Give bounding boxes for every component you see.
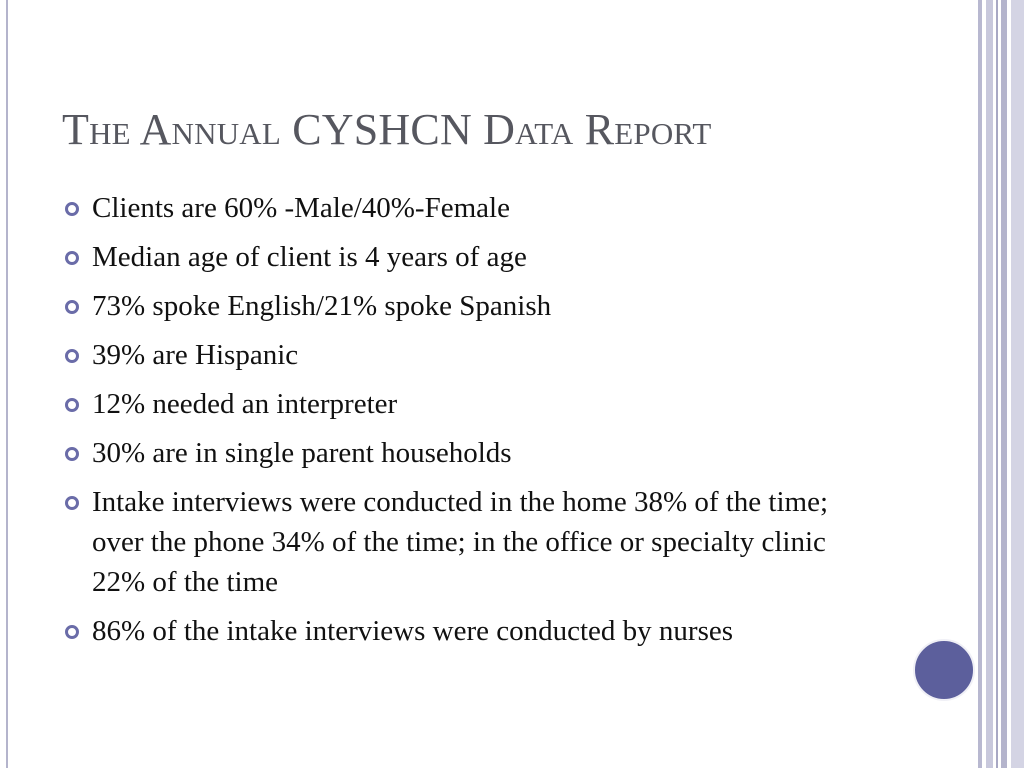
decorative-stripe [978, 0, 982, 768]
decorative-stripe [1001, 0, 1007, 768]
bullet-item [62, 384, 882, 424]
bullet-text: Median age of client is 4 years of age [92, 241, 527, 273]
decorative-stripe [986, 0, 993, 768]
bullet-ring-icon [65, 398, 79, 412]
bullet-ring-icon [65, 496, 79, 510]
left-border-line [6, 0, 8, 768]
bullet-text: Intake interviews were conducted in the home 38% of the time; over the phone 34% of the time; in the office or specialty clinic 22% of the time [92, 486, 829, 598]
bullet-text: 39% are Hispanic [92, 339, 299, 371]
decorative-stripe [996, 0, 998, 768]
bullet-text: Clients are 60% -Male/40%-Female [92, 192, 510, 224]
bullet-ring-icon [65, 202, 79, 216]
bullet-item [62, 433, 882, 473]
bullet-item [62, 482, 882, 602]
bullet-ring-icon [65, 447, 79, 461]
bullet-item [62, 611, 882, 651]
bullet-text: 30% are in single parent households [92, 437, 512, 469]
bullet-text: 73% spoke English/21% spoke Spanish [92, 290, 552, 322]
bullet-ring-icon [65, 251, 79, 265]
bullet-list [62, 188, 882, 660]
bullet-ring-icon [65, 349, 79, 363]
slide-title: The Annual CYSHCN Data Report [62, 105, 712, 154]
decorative-circle [913, 639, 975, 701]
bullet-item [62, 188, 882, 228]
bullet-item [62, 237, 882, 277]
bullet-item [62, 286, 882, 326]
decorative-stripe [1011, 0, 1024, 768]
bullet-text: 12% needed an interpreter [92, 388, 398, 420]
bullet-ring-icon [65, 625, 79, 639]
bullet-item [62, 335, 882, 375]
bullet-ring-icon [65, 300, 79, 314]
bullet-text: 86% of the intake interviews were conducted by nurses [92, 615, 734, 647]
